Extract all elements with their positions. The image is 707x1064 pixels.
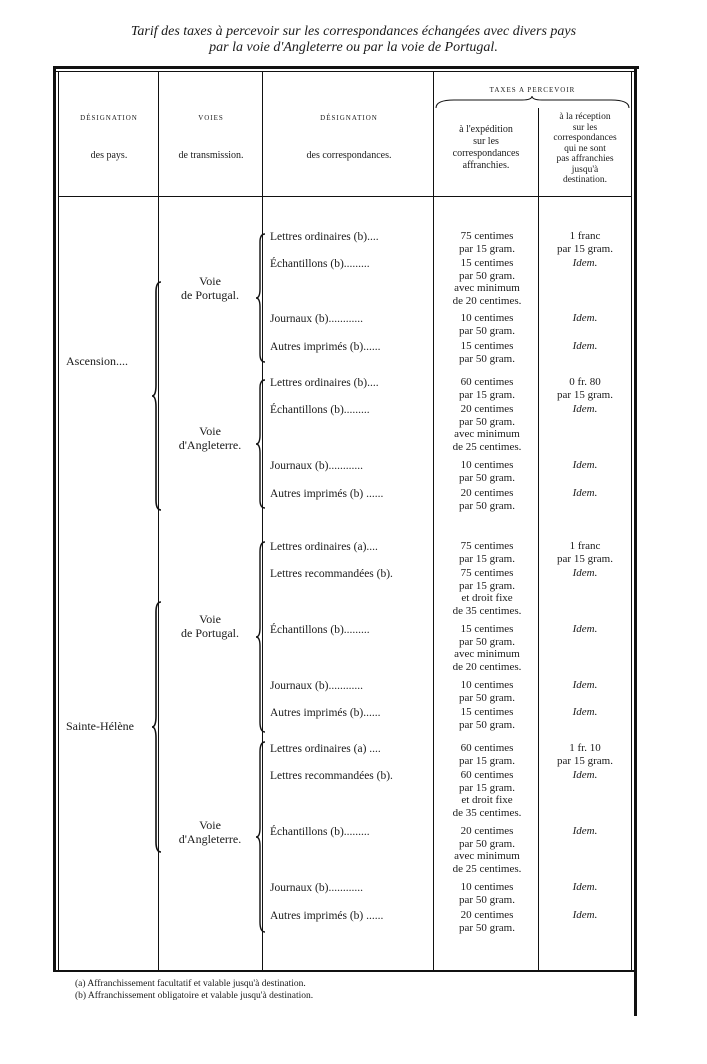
row-expedition: 10 centimes par 50 gram. [459,312,515,337]
row-label: Autres imprimés (b) ...... [270,910,384,922]
footnotes [75,978,313,1002]
row-label: Lettres ordinaires (b).... [270,377,379,389]
row-reception: 1 franc par 15 gram. [557,230,613,255]
header-des-pays: des pays. [90,150,128,161]
row-label: Échantillons (b)......... [270,624,370,636]
row-expedition: 15 centimes par 50 gram. avec minimum de 20 centimes. [452,623,522,674]
row-expedition: 15 centimes par 50 gram. [459,340,515,365]
title-line-2: par la voie d'Angleterre ou par la voie de Portugal. [209,40,498,55]
row-expedition: 60 centimes par 15 gram. [459,376,515,401]
header-expedition: à l'expédition sur les correspondances affranchies. [452,124,520,171]
row-label: Journaux (b)............ [270,460,363,472]
header-taxes-a-percevoir: TAXES A PERCEVOIR [489,86,576,94]
row-label: Autres imprimés (b) ...... [270,488,384,500]
row-label: Échantillons (b)......... [270,404,370,416]
row-expedition: 75 centimes par 15 gram. et droit fixe de 35 centimes. [452,567,522,618]
table-left-border-inner [58,71,59,972]
row-reception: Idem. [572,881,598,893]
row-reception: Idem. [572,769,598,781]
row-reception: Idem. [572,312,598,324]
row-reception: Idem. [572,340,598,352]
col-rule-3 [433,72,434,970]
row-label: Lettres ordinaires (a).... [270,541,378,553]
footnote-b: (b) Affranchissement obligatoire et valable jusqu'à destination. [75,991,314,1001]
row-expedition: 10 centimes par 50 gram. [459,459,515,484]
route-sainte-helene-portugal: Voie de Portugal. [181,612,239,640]
row-reception: Idem. [572,403,598,415]
row-expedition: 20 centimes par 50 gram. [459,487,515,512]
row-label: Autres imprimés (b)...... [270,707,381,719]
row-label: Journaux (b)............ [270,313,363,325]
route-ascension-angleterre: Voie d'Angleterre. [178,424,242,452]
header-des-correspondances: des correspondances. [306,150,392,161]
row-expedition: 20 centimes par 50 gram. avec minimum de 25 centimes. [452,825,522,876]
header-separator [58,196,632,197]
row-label: Autres imprimés (b)...... [270,341,381,353]
row-reception: Idem. [572,825,598,837]
header-transmission: de transmission. [178,150,244,161]
row-expedition: 10 centimes par 50 gram. [459,881,515,906]
table-right-border-inner [631,71,632,972]
taxes-header-brace [434,96,631,110]
table-left-border [53,66,56,972]
row-expedition: 60 centimes par 15 gram. [459,742,515,767]
row-reception: Idem. [572,679,598,691]
table-top-border-inner [56,71,636,72]
row-reception: Idem. [572,567,598,579]
row-reception: Idem. [572,623,598,635]
document-title [0,24,707,56]
row-expedition: 10 centimes par 50 gram. [459,679,515,704]
row-label: Lettres ordinaires (a) .... [270,743,381,755]
row-reception: 1 franc par 15 gram. [557,540,613,565]
row-label: Journaux (b)............ [270,680,363,692]
row-label: Lettres recommandées (b). [270,770,393,782]
row-label: Lettres ordinaires (b).... [270,231,379,243]
row-label: Échantillons (b)......... [270,826,370,838]
footnote-a: (a) Affranchissement facultatif et valable jusqu'à destination. [75,979,306,989]
row-label: Lettres recommandées (b). [270,568,393,580]
table-bottom-border [53,970,637,972]
header-designation-pays: DÉSIGNATION [80,114,138,122]
row-expedition: 15 centimes par 50 gram. [459,706,515,731]
header-reception: à la réception sur les correspondances qui ne sont pas affranchies jusqu'à destination. [553,112,617,185]
table-right-border [634,66,637,1016]
row-expedition: 60 centimes par 15 gram. et droit fixe de 35 centimes. [452,769,522,820]
col-rule-4 [538,108,539,970]
row-expedition: 20 centimes par 50 gram. avec minimum de 25 centimes. [452,403,522,454]
row-expedition: 20 centimes par 50 gram. [459,909,515,934]
row-reception: 1 fr. 10 par 15 gram. [557,742,613,767]
header-voies: VOIES [198,114,224,122]
row-expedition: 75 centimes par 15 gram. [459,230,515,255]
brace-ascension [151,280,163,512]
row-expedition: 75 centimes par 15 gram. [459,540,515,565]
country-sainte-helene: Sainte-Hélène [66,719,134,733]
row-reception: 0 fr. 80 par 15 gram. [557,376,613,401]
row-expedition: 15 centimes par 50 gram. avec minimum de 20 centimes. [452,257,522,308]
table-top-border [53,66,639,69]
country-ascension: Ascension.... [66,354,128,368]
row-reception: Idem. [572,487,598,499]
route-ascension-portugal: Voie de Portugal. [181,274,239,302]
row-label: Journaux (b)............ [270,882,363,894]
title-line-1: Tarif des taxes à percevoir sur les correspondances échangées avec divers pays [130,24,577,39]
route-sainte-helene-angleterre: Voie d'Angleterre. [178,818,242,846]
row-label: Échantillons (b)......... [270,258,370,270]
row-reception: Idem. [572,459,598,471]
row-reception: Idem. [572,909,598,921]
header-designation-corr: DÉSIGNATION [320,114,378,122]
row-reception: Idem. [572,257,598,269]
row-reception: Idem. [572,706,598,718]
